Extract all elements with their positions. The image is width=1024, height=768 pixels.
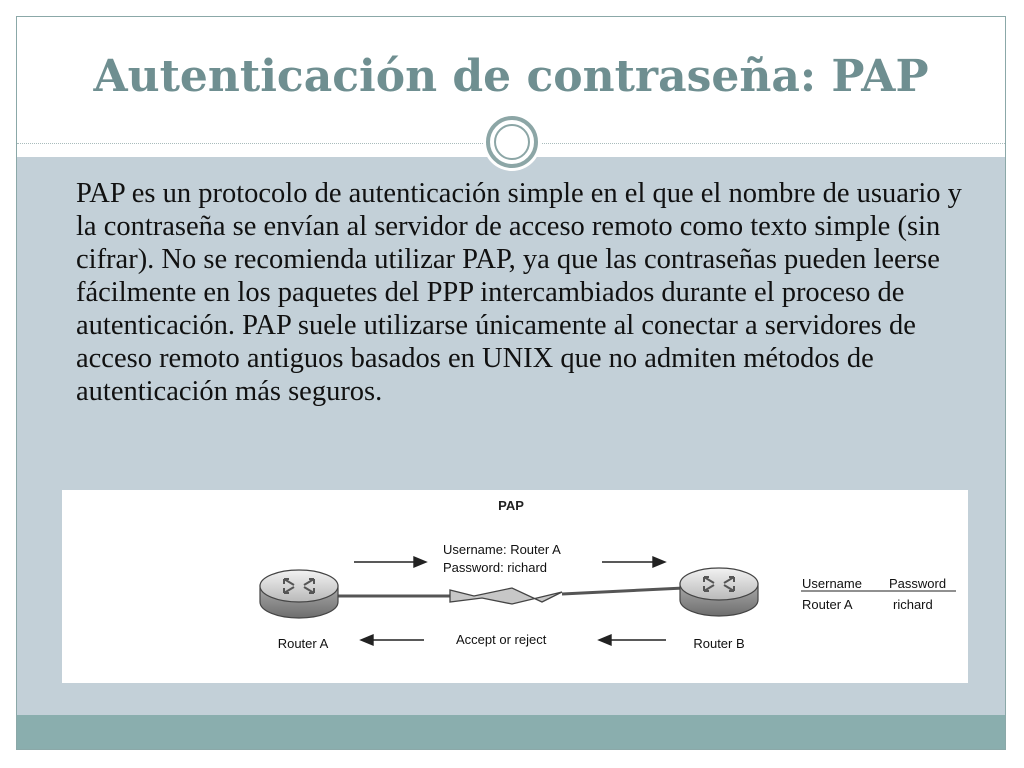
pap-diagram-svg	[62, 490, 968, 683]
footer-band	[17, 715, 1005, 750]
router-a-label: Router A	[277, 636, 329, 651]
credentials-table	[801, 576, 956, 612]
serial-link	[338, 588, 684, 604]
credentials-password: Password: richard	[443, 560, 548, 575]
table-cell-username: Router A	[802, 597, 853, 612]
slide-title: Autenticación de contraseña: PAP	[93, 51, 929, 102]
credentials-username: Username: Router A	[443, 542, 561, 557]
table-header-password: Password	[889, 576, 947, 591]
router-b-icon	[680, 568, 758, 616]
circle-ornament-inner	[494, 124, 530, 160]
response-label: Accept or reject	[456, 632, 547, 647]
table-header-username: Username	[802, 576, 862, 591]
circle-ornament-icon	[486, 116, 538, 168]
router-b-label: Router B	[693, 636, 745, 651]
router-a-icon	[260, 570, 338, 618]
table-cell-password: richard	[893, 597, 933, 612]
body-paragraph: PAP es un protocolo de autenticación simple en el que el nombre de usuario y la contraseña se envían al servidor de acceso remoto como texto simple (sin cifrar). No se recomienda utilizar PAP, ya que las contraseñas pueden leerse fácilmente en los paquetes del PPP intercambiados durante el proceso de autenticación. PAP suele utilizarse únicamente al conectar a servidores de acceso remoto antiguos basados en UNIX que no admiten métodos de autenticación más seguros.	[76, 178, 962, 407]
diagram-title: PAP	[498, 498, 524, 513]
pap-diagram	[62, 490, 968, 683]
slide	[16, 16, 1006, 750]
